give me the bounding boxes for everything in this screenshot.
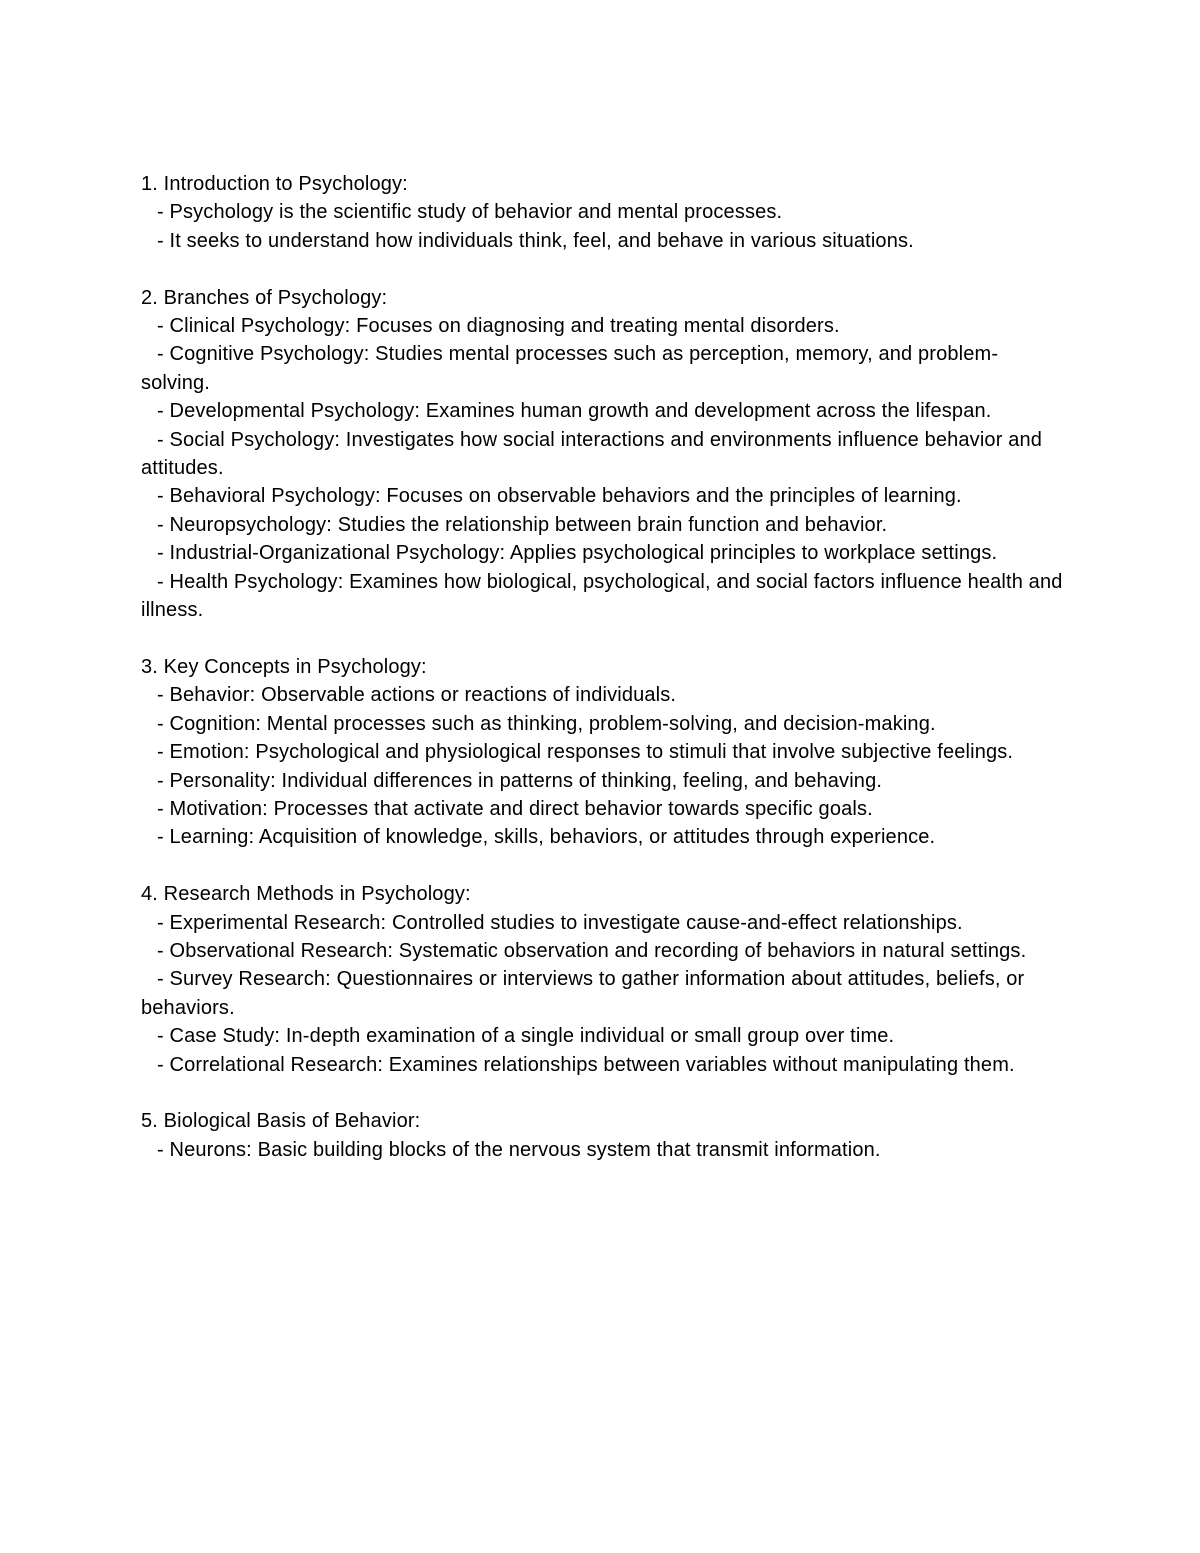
section-heading: 4. Research Methods in Psychology: — [141, 883, 471, 906]
section-research-methods — [141, 880, 1066, 1079]
list-item: - Behavioral Psychology: Focuses on observable behaviors and the principles of learning. — [157, 485, 962, 508]
list-item: - Industrial-Organizational Psychology: Applies psychological principles to workplace settings. — [157, 542, 998, 565]
list-item: - Survey Research: Questionnaires or interviews to gather information about attitudes, beliefs, or behaviors. — [141, 968, 1025, 1019]
list-item: - Experimental Research: Controlled studies to investigate cause-and-effect relationships. — [157, 911, 963, 934]
list-item: - Correlational Research: Examines relationships between variables without manipulating them. — [157, 1053, 1015, 1076]
list-item: - Learning: Acquisition of knowledge, skills, behaviors, or attitudes through experience. — [157, 826, 936, 849]
section-heading: 2. Branches of Psychology: — [141, 286, 388, 309]
section-introduction — [141, 170, 1066, 255]
list-item: - Clinical Psychology: Focuses on diagnosing and treating mental disorders. — [157, 315, 840, 338]
list-item: - Psychology is the scientific study of behavior and mental processes. — [157, 201, 783, 224]
list-item: - Motivation: Processes that activate and direct behavior towards specific goals. — [157, 797, 873, 820]
document-body — [141, 170, 1066, 1193]
section-heading: 1. Introduction to Psychology: — [141, 173, 408, 195]
list-item: - Neuropsychology: Studies the relationship between brain function and behavior. — [157, 513, 888, 536]
list-item: - Social Psychology: Investigates how social interactions and environments influence behavior and attitudes. — [141, 428, 1043, 480]
list-item: - Developmental Psychology: Examines human growth and development across the lifespan. — [157, 400, 992, 423]
list-item: - Behavior: Observable actions or reactions of individuals. — [157, 684, 677, 707]
section-heading: 3. Key Concepts in Psychology: — [141, 655, 427, 678]
list-item: - Observational Research: Systematic observation and recording of behaviors in natural settings. — [157, 939, 1027, 962]
list-item: - Cognitive Psychology: Studies mental processes such as perception, memory, and problem-solving. — [141, 343, 999, 394]
list-item: - Cognition: Mental processes such as thinking, problem-solving, and decision-making. — [157, 712, 936, 735]
list-item: - Case Study: In-depth examination of a single individual or small group over time. — [157, 1025, 895, 1048]
section-key-concepts — [141, 653, 1066, 852]
section-branches — [141, 284, 1066, 625]
section-heading: 5. Biological Basis of Behavior: — [141, 1110, 421, 1133]
section-biological-basis — [141, 1107, 1066, 1164]
list-item: - Emotion: Psychological and physiological responses to stimuli that involve subjective feelings. — [157, 741, 1014, 764]
list-item: - It seeks to understand how individuals think, feel, and behave in various situations. — [157, 229, 914, 252]
list-item: - Neurons: Basic building blocks of the nervous system that transmit information. — [157, 1138, 881, 1161]
list-item: - Personality: Individual differences in patterns of thinking, feeling, and behaving. — [157, 769, 883, 792]
list-item: - Health Psychology: Examines how biological, psychological, and social factors influence health and illness. — [141, 570, 1063, 622]
